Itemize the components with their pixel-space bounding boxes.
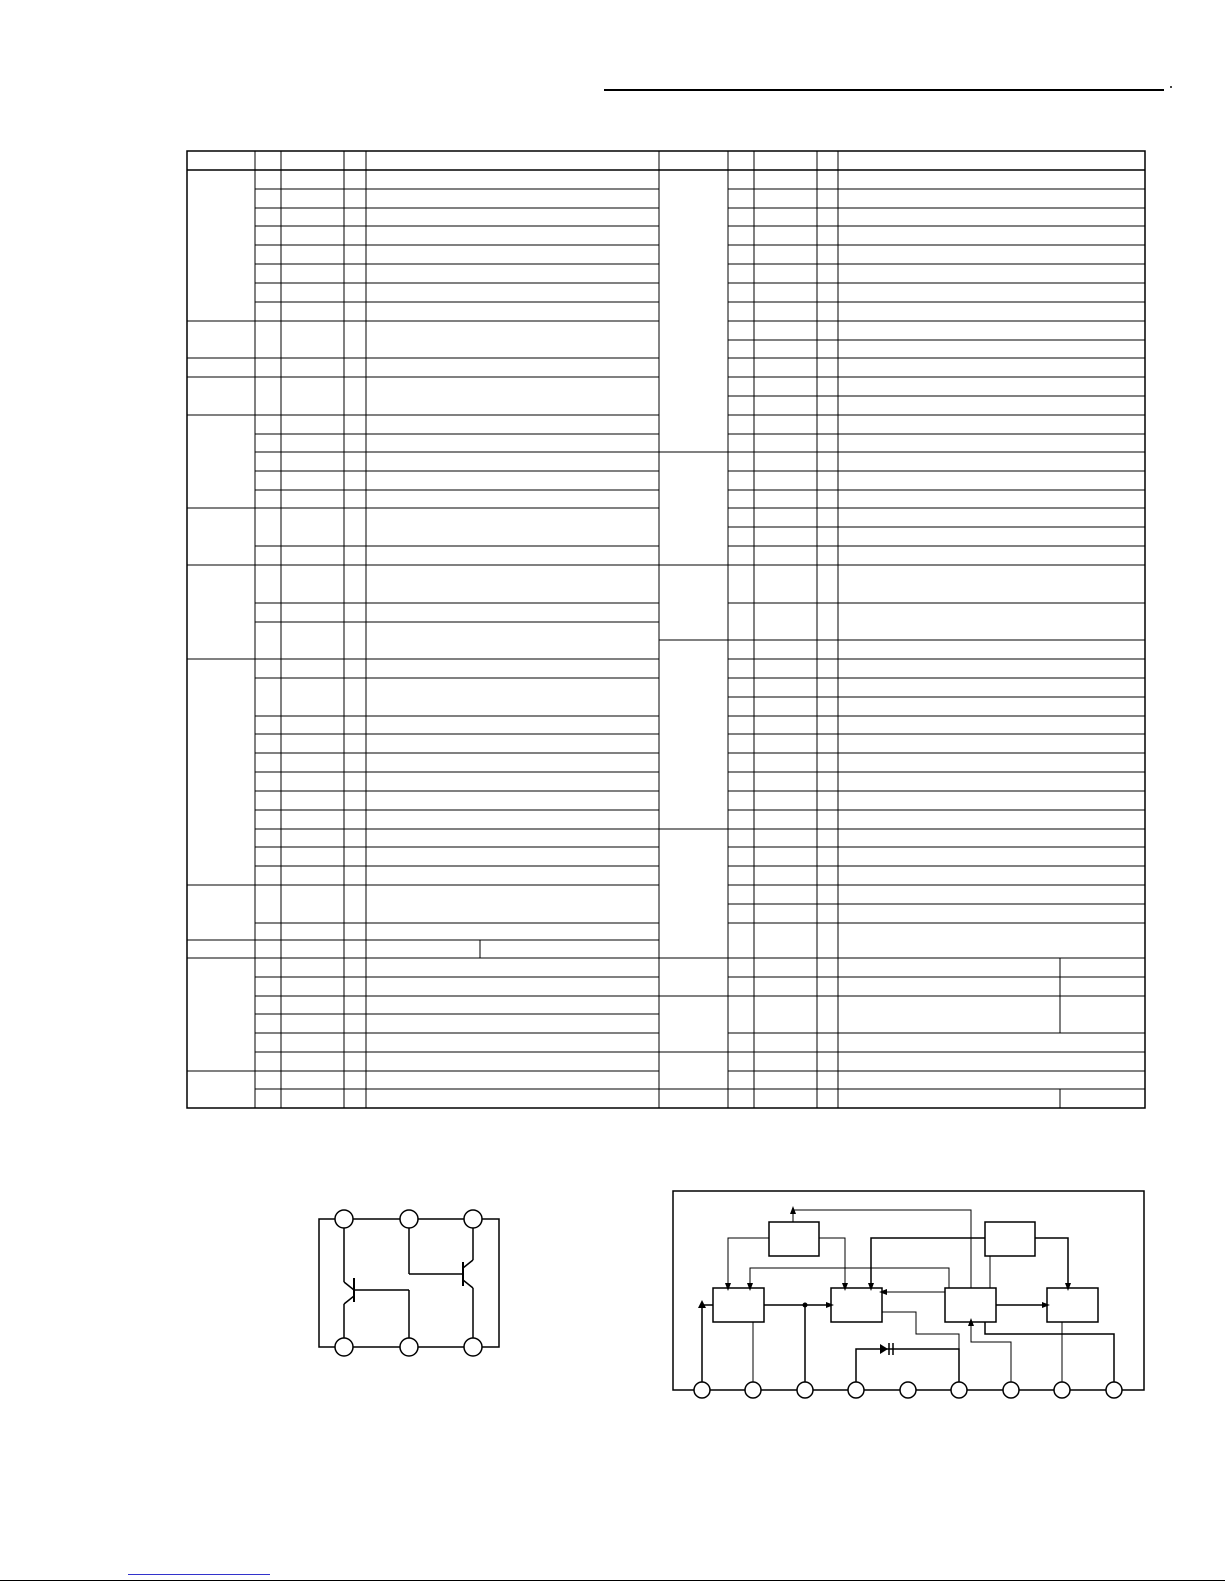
block-4 bbox=[1047, 1288, 1098, 1322]
pin-3 bbox=[464, 1210, 482, 1228]
package-outline bbox=[319, 1219, 499, 1347]
bd-pin-8 bbox=[1054, 1382, 1070, 1398]
bd-pin-2 bbox=[745, 1382, 761, 1398]
block-2 bbox=[831, 1288, 882, 1322]
pin-2 bbox=[400, 1210, 418, 1228]
pin-4 bbox=[464, 1338, 482, 1356]
footer-link[interactable] bbox=[128, 1574, 270, 1575]
bd-pin-5 bbox=[900, 1382, 916, 1398]
block-1 bbox=[713, 1288, 764, 1322]
pin-5 bbox=[400, 1338, 418, 1356]
bd-pin-3 bbox=[797, 1382, 813, 1398]
block-top-right bbox=[985, 1222, 1035, 1256]
block-diagram-frame bbox=[673, 1191, 1144, 1390]
bd-pin-7 bbox=[1003, 1382, 1019, 1398]
pin-1 bbox=[335, 1210, 353, 1228]
bd-pin-1 bbox=[694, 1382, 710, 1398]
table-frame bbox=[187, 151, 1145, 1108]
bd-pin-9 bbox=[1106, 1382, 1122, 1398]
pin-6 bbox=[335, 1338, 353, 1356]
block-top-left bbox=[769, 1222, 819, 1256]
bd-pin-4 bbox=[848, 1382, 864, 1398]
bd-pin-6 bbox=[951, 1382, 967, 1398]
footer-rule bbox=[0, 1580, 1225, 1581]
block-3 bbox=[945, 1288, 996, 1322]
